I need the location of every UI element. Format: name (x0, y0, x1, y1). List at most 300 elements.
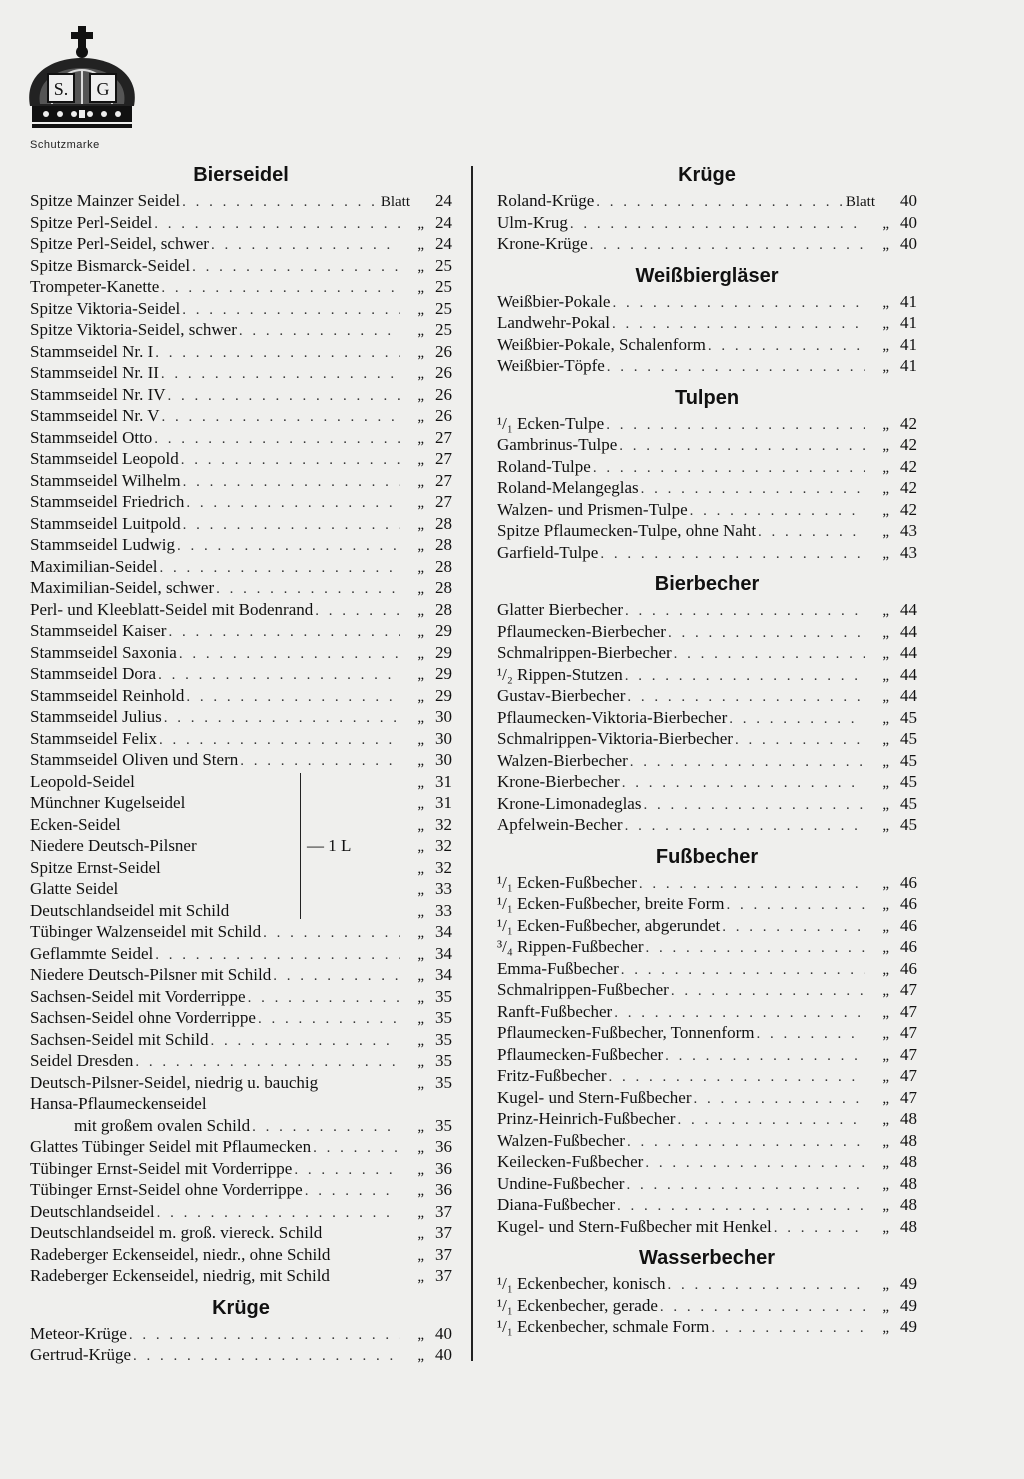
entry-page: 47 (900, 1044, 917, 1064)
dot-leader (158, 665, 400, 687)
entry-page: 27 (435, 449, 452, 468)
entry-name: Radeberger Eckenseidel, niedrig, mit Schild (30, 1266, 330, 1285)
dot-leader (646, 938, 865, 960)
dot-leader (711, 1318, 865, 1340)
dot-leader (758, 522, 865, 544)
entry-ditto: „ (417, 473, 424, 490)
entry-page: 29 (435, 664, 452, 683)
brace-group (30, 771, 452, 922)
entry-page: 35 (435, 986, 452, 1006)
entry-ditto: „ (882, 359, 889, 375)
entry-name: Schmalrippen-Fußbecher (497, 980, 669, 999)
index-entry (497, 477, 917, 499)
entry-ditto: „ (417, 624, 424, 640)
index-entry (497, 728, 917, 750)
index-entry (497, 190, 917, 212)
dot-leader (570, 214, 865, 236)
entry-name: Stammseidel Leopold (30, 449, 179, 468)
entry-page: 28 (435, 599, 452, 619)
entry-page: 49 (900, 1295, 917, 1315)
entry-ditto: „ (417, 1140, 424, 1156)
entry-name: Stammseidel Oliven und Stern (30, 750, 239, 769)
entry-page: 45 (900, 750, 917, 770)
entry-ditto: „ (882, 689, 889, 705)
entry-name: ¹/₁ Ecken-Fußbecher (497, 872, 637, 892)
trademark-label: Schutzmarke (30, 139, 100, 151)
dot-leader (617, 1196, 865, 1218)
entry-ditto: „ (882, 940, 889, 956)
entry-ditto: „ (417, 452, 424, 468)
entry-name: Maximilian-Seidel (30, 556, 158, 576)
dot-leader (211, 235, 400, 257)
right-column (497, 160, 917, 1338)
entry-page: 48 (900, 1109, 917, 1128)
entry-name: ¹/₁ Ecken-Fußbecher, abgerundet (497, 915, 721, 935)
entry-ditto: „ (417, 495, 424, 511)
logo-letter-s: S. (53, 79, 69, 99)
entry-ditto: „ (417, 1183, 424, 1199)
entry-page: 47 (900, 1001, 917, 1021)
index-entry (497, 936, 917, 958)
index-entry (497, 1044, 917, 1066)
entry-name: Glatte Seidel (30, 879, 119, 898)
entry-name: Perl- und Kleeblatt-Seidel mit Bodenrand (30, 599, 314, 619)
entry-name: Leopold-Seidel (30, 771, 135, 791)
entry-ditto: „ (417, 1161, 424, 1178)
index-entry (497, 621, 917, 643)
entry-ditto: „ (882, 1176, 889, 1193)
entry-page: 32 (435, 857, 452, 877)
dot-leader (590, 235, 865, 257)
dot-leader (161, 278, 400, 300)
entry-name: Stammseidel Nr. II (30, 363, 159, 382)
entry-ditto: „ (417, 882, 424, 898)
index-entry (30, 1179, 452, 1201)
entry-ditto: „ (417, 1226, 424, 1242)
section-heading: Bierseidel (193, 164, 289, 186)
index-entry (30, 276, 452, 298)
index-entry (30, 1323, 452, 1345)
entry-name: Geflammte Seidel (30, 943, 154, 963)
dot-leader (240, 751, 400, 773)
section-bierseidel (30, 160, 452, 1287)
entry-page: 33 (435, 900, 452, 920)
dot-leader (671, 981, 865, 1003)
index-entry (497, 915, 917, 937)
dot-leader (639, 874, 865, 896)
entry-ditto: „ (882, 502, 889, 519)
dot-leader (622, 773, 865, 795)
entry-name: Tübinger Ernst-Seidel mit Vorderrippe (30, 1158, 293, 1178)
entry-page: 31 (435, 793, 452, 812)
dot-leader (135, 1052, 400, 1074)
entry-name: Roland-Tulpe (497, 456, 591, 476)
dot-leader (665, 1046, 865, 1068)
entry-page: 48 (900, 1130, 917, 1150)
section-kruege (497, 160, 917, 255)
index-entry (497, 355, 917, 377)
entry-ditto: „ (882, 237, 889, 253)
index-entry (30, 534, 452, 556)
entry-ditto: „ (417, 774, 424, 791)
dot-leader (186, 493, 400, 515)
index-entry (497, 1295, 917, 1317)
entry-ditto: „ (417, 366, 424, 382)
index-entry (497, 291, 917, 313)
entry-name: Stammseidel Friedrich (30, 492, 185, 511)
dot-leader (157, 1203, 400, 1225)
entry-name: Apfelwein-Becher (497, 815, 623, 834)
entry-ditto: „ (882, 961, 889, 978)
entry-ditto: „ (417, 903, 424, 920)
section-kruege (30, 1293, 452, 1366)
entry-name: Pflaumecken-Fußbecher (497, 1044, 664, 1064)
index-entry (497, 233, 917, 255)
entry-name: Deutschlandseidel (30, 1201, 155, 1221)
index-entry (30, 706, 452, 728)
entry-page: 35 (435, 1115, 452, 1135)
entry-page: 44 (900, 643, 917, 662)
entry-page: 40 (900, 191, 917, 210)
entry-name: Glattes Tübinger Seidel mit Pflaumecken (30, 1137, 312, 1156)
entry-name: Ranft-Fußbecher (497, 1001, 613, 1021)
dot-leader (625, 816, 865, 838)
dot-leader (756, 1024, 865, 1046)
entry-name: Ecken-Seidel (30, 814, 121, 834)
index-entry (30, 577, 452, 599)
entry-ditto: „ (417, 731, 424, 748)
entry-page: 29 (435, 685, 452, 705)
entry-name: Maximilian-Seidel, schwer (30, 578, 215, 597)
entry-page: 34 (435, 922, 452, 941)
entry-page: 29 (435, 642, 452, 662)
entry-page: 49 (900, 1317, 917, 1336)
entry-name: Roland-Melangeglas (497, 478, 639, 497)
curly-brace (292, 773, 301, 920)
entry-ditto: „ (417, 1075, 424, 1092)
index-entry (497, 456, 917, 478)
section-heading: Fußbecher (655, 845, 759, 868)
entry-ditto: „ (417, 1326, 424, 1343)
entry-page: 48 (900, 1152, 917, 1171)
entry-ditto: „ (882, 438, 889, 454)
dot-leader (133, 1346, 400, 1368)
dot-leader (313, 1138, 400, 1160)
entry-page: 46 (900, 894, 917, 913)
entry-page: 44 (900, 621, 917, 641)
dot-leader (626, 1175, 865, 1197)
entry-page: 26 (435, 363, 452, 382)
dot-leader (315, 601, 400, 623)
dot-leader (248, 988, 400, 1010)
entry-name: Fritz-Fußbecher (497, 1066, 607, 1085)
entry-page: 42 (900, 456, 917, 476)
dot-leader (708, 336, 865, 358)
entry-name: Spitze Bismarck-Seidel (30, 255, 191, 275)
index-entry (30, 190, 452, 212)
entry-name: Weißbier-Pokale (497, 291, 611, 311)
index-entry (30, 1072, 452, 1094)
index-entry (30, 427, 452, 449)
entry-ditto: „ (882, 294, 889, 311)
entry-ditto: „ (417, 710, 424, 726)
entry-ditto: „ (417, 323, 424, 339)
entry-name: Prinz-Heinrich-Fußbecher (497, 1109, 676, 1128)
entry-name: ¹/₁ Ecken-Tulpe (497, 413, 605, 433)
entry-page: 32 (435, 836, 452, 855)
entry-ditto: „ (882, 1277, 889, 1293)
entry-ditto: „ (417, 344, 424, 361)
index-entry (30, 1244, 452, 1266)
entry-page: 46 (900, 958, 917, 978)
entry-name: Stammseidel Nr. IV (30, 384, 166, 404)
entry-ditto: „ (417, 516, 424, 533)
crown-icon (22, 24, 142, 134)
entry-ditto: „ (417, 1348, 424, 1364)
index-entry (30, 900, 452, 922)
index-entry (497, 685, 917, 707)
dot-leader (168, 622, 400, 644)
index-entry (30, 255, 452, 277)
entry-name: ³/₄ Rippen-Fußbecher (497, 937, 644, 956)
dot-leader (606, 415, 865, 437)
entry-ditto: „ (882, 1298, 889, 1315)
entry-page: 45 (900, 793, 917, 813)
entry-ditto: „ (882, 1198, 889, 1214)
entry-name: ¹/₁ Eckenbecher, konisch (497, 1274, 666, 1293)
entry-page: 44 (900, 600, 917, 619)
entry-name: Walzen-Fußbecher (497, 1130, 625, 1150)
entry-name: Landwehr-Pokal (497, 313, 610, 332)
entry-page: 28 (435, 556, 452, 576)
dot-leader (668, 623, 865, 645)
entry-name: Gustav-Bierbecher (497, 686, 626, 705)
dot-leader (593, 458, 865, 480)
entry-page: 28 (435, 535, 452, 554)
entry-page: 25 (435, 298, 452, 318)
entry-ditto: „ (882, 1320, 889, 1336)
index-entry (497, 542, 917, 564)
index-entry (497, 1316, 917, 1338)
entry-name: Roland-Krüge (497, 191, 595, 210)
dot-leader (161, 364, 400, 386)
entry-page: 43 (900, 542, 917, 562)
index-entry (30, 620, 452, 642)
index-entry (497, 434, 917, 456)
entry-ditto: „ (417, 258, 424, 275)
entry-name: Radeberger Eckenseidel, niedr., ohne Schild (30, 1244, 331, 1264)
index-entry (30, 728, 452, 750)
dot-leader (600, 544, 865, 566)
entry-name: Stammseidel Luitpold (30, 513, 181, 533)
entry-name: Kugel- und Stern-Fußbecher (497, 1087, 692, 1107)
entry-ditto: „ (882, 918, 889, 935)
entry-name: Hansa-Pflaumeckenseidel (30, 1094, 207, 1113)
section-tulpen (497, 383, 917, 564)
index-entry (30, 921, 452, 943)
entry-name: mit großem ovalen Schild (74, 1115, 251, 1135)
column-divider (471, 166, 473, 1361)
entry-ditto: „ (882, 753, 889, 770)
entry-name: Ulm-Krug (497, 212, 568, 232)
entry-name: Sachsen-Seidel mit Schild (30, 1029, 209, 1049)
dot-leader (154, 429, 400, 451)
entry-name: Kugel- und Stern-Fußbecher mit Henkel (497, 1216, 772, 1236)
index-entry (497, 1173, 917, 1195)
dot-leader (239, 321, 400, 343)
entry-ditto: „ (882, 624, 889, 641)
index-entry (30, 1050, 452, 1072)
dot-leader (154, 214, 400, 236)
entry-ditto: „ (417, 968, 424, 984)
index-entry (30, 341, 452, 363)
entry-page: 47 (900, 1087, 917, 1107)
entry-page: 29 (435, 621, 452, 640)
entry-name: Stammseidel Ludwig (30, 535, 175, 554)
dot-leader (625, 601, 865, 623)
entry-name: Sachsen-Seidel ohne Vorderrippe (30, 1008, 256, 1027)
entry-page: 40 (900, 234, 917, 253)
entry-name: Spitze Perl-Seidel, schwer (30, 234, 209, 253)
entry-page: 45 (900, 772, 917, 791)
entry-page: 44 (900, 664, 917, 684)
entry-name: Schmalrippen-Viktoria-Bierbecher (497, 729, 733, 748)
dot-leader (694, 1089, 865, 1111)
crown-trademark-logo (22, 24, 142, 134)
index-entry (497, 872, 917, 894)
entry-page: 46 (900, 937, 917, 956)
entry-ditto: „ (417, 645, 424, 662)
entry-page: 26 (435, 406, 452, 425)
index-entry (497, 1151, 917, 1173)
index-entry (30, 1158, 452, 1180)
entry-ditto: „ (882, 983, 889, 999)
dot-leader (612, 293, 865, 315)
entry-page: 48 (900, 1195, 917, 1214)
entry-page: 44 (900, 686, 917, 705)
entry-page: 30 (435, 750, 452, 769)
index-entry (30, 319, 452, 341)
entry-ditto: „ (417, 688, 424, 705)
index-entry (497, 979, 917, 1001)
entry-name: Tübinger Ernst-Seidel ohne Vorderrippe (30, 1180, 303, 1199)
entry-ditto: „ (417, 1054, 424, 1070)
index-entry (497, 642, 917, 664)
entry-page: 48 (900, 1173, 917, 1193)
dot-leader (596, 192, 844, 214)
entry-ditto: „ (882, 796, 889, 813)
index-entry (30, 663, 452, 685)
entry-page: 41 (900, 313, 917, 332)
index-entry (497, 1065, 917, 1087)
index-entry (30, 943, 452, 965)
entry-ditto: „ (882, 1155, 889, 1171)
entry-ditto: „ (417, 280, 424, 296)
entry-name: ¹/₁ Eckenbecher, gerade (497, 1295, 658, 1315)
index-entry (30, 1007, 452, 1029)
dot-leader (183, 472, 400, 494)
index-entry (30, 1201, 452, 1223)
entry-ditto: „ (417, 1118, 424, 1135)
dot-leader (177, 536, 400, 558)
entry-ditto: „ (417, 301, 424, 318)
section-weissbierglaeser (497, 261, 917, 377)
index-entry (30, 491, 452, 513)
index-entry (497, 520, 917, 542)
entry-page: 31 (435, 771, 452, 791)
entry-page: 24 (435, 191, 452, 210)
entry-ditto: „ (882, 603, 889, 619)
entry-ditto: „ (882, 646, 889, 662)
entry-ditto: „ (882, 1004, 889, 1021)
index-entry (497, 893, 917, 915)
entry-ditto: „ (882, 545, 889, 562)
entry-page: 36 (435, 1158, 452, 1178)
entry-page: 24 (435, 234, 452, 253)
section-heading: Wasserbecher (639, 1247, 775, 1269)
entry-page: 41 (900, 291, 917, 311)
dot-leader (210, 1031, 400, 1053)
index-entry (30, 212, 452, 234)
section-heading: Bierbecher (654, 573, 760, 595)
entry-page: 30 (435, 728, 452, 748)
entry-ditto: „ (417, 1011, 424, 1027)
index-entry (497, 599, 917, 621)
entry-name: Garfield-Tulpe (497, 542, 599, 562)
entry-page: 26 (435, 384, 452, 404)
entry-ditto: „ (882, 732, 889, 748)
entry-name: Stammseidel Otto (30, 427, 153, 447)
dot-leader (641, 479, 865, 501)
index-entry (30, 470, 452, 492)
entry-name: Deutschlandseidel m. groß. viereck. Schild (30, 1223, 323, 1242)
dot-leader (621, 960, 865, 982)
entry-name: Spitze Pflaumecken-Tulpe, ohne Naht (497, 521, 757, 540)
entry-ditto: „ (882, 459, 889, 476)
entry-name: Gertrud-Krüge (30, 1345, 132, 1364)
dot-leader (263, 923, 400, 945)
entry-ditto: „ (882, 1069, 889, 1085)
index-entry (30, 362, 452, 384)
entry-name: Keilecken-Fußbecher (497, 1152, 644, 1171)
entry-name: Stammseidel Saxonia (30, 642, 177, 662)
index-entry (30, 1093, 452, 1115)
index-entry (30, 878, 452, 900)
entry-ditto: „ (417, 989, 424, 1006)
dot-leader (186, 687, 400, 709)
entry-ditto: „ (882, 524, 889, 540)
index-entry (30, 749, 452, 771)
entry-ditto: „ (417, 753, 424, 769)
entry-name: Stammseidel Kaiser (30, 621, 167, 640)
entry-ditto: „ (417, 538, 424, 554)
entry-name: Emma-Fußbecher (497, 958, 619, 978)
index-entry (497, 1194, 917, 1216)
entry-page: 45 (900, 815, 917, 834)
entry-page: 37 (435, 1266, 452, 1285)
dot-leader (722, 917, 865, 939)
entry-page: 35 (435, 1072, 452, 1092)
entry-name: Spitze Ernst-Seidel (30, 857, 161, 877)
entry-ditto: „ (882, 416, 889, 433)
entry-page: 47 (900, 980, 917, 999)
index-entry (30, 986, 452, 1008)
index-entry (497, 707, 917, 729)
entry-page: 28 (435, 513, 452, 533)
entry-ditto: „ (417, 409, 424, 425)
index-entry (30, 857, 452, 879)
entry-ditto: „ (882, 337, 889, 354)
